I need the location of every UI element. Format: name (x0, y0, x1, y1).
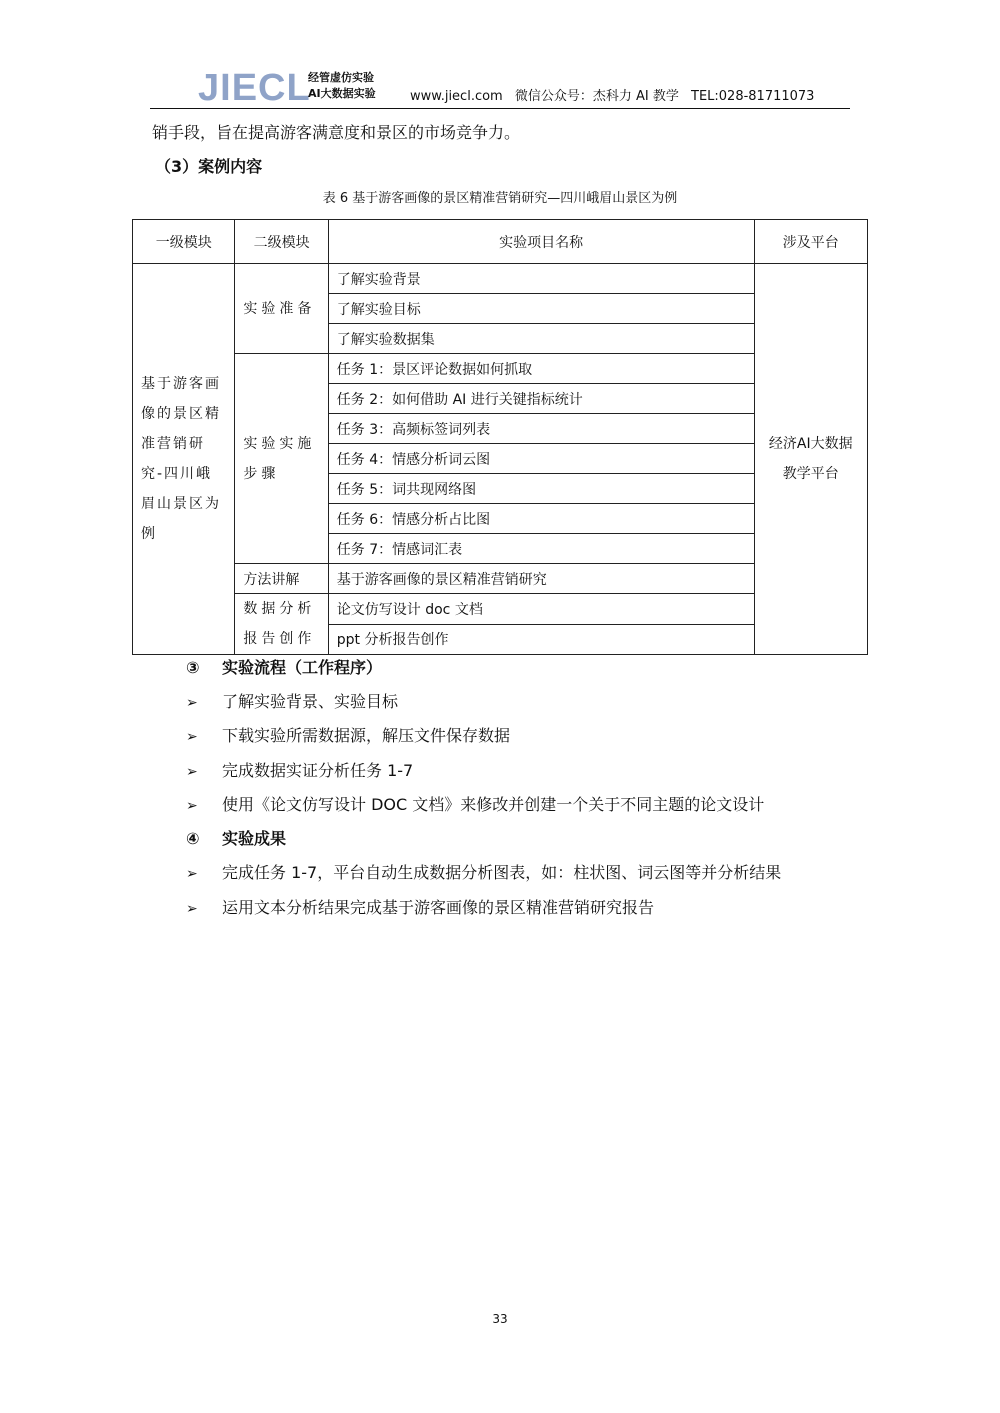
page-number: 33 (492, 1312, 508, 1326)
table-row (133, 264, 868, 294)
arrow-bullet-icon: ➢ (186, 866, 198, 882)
logo-subtitle-line1: 经管虚仿实验 (308, 71, 374, 84)
item-cell: 任务 3：高频标签词列表 (328, 414, 754, 444)
table-header-row (133, 220, 868, 264)
list-item (186, 724, 510, 749)
list-item-text: 运用文本分析结果完成基于游客画像的景区精准营销研究报告 (222, 898, 655, 917)
list-item-text: 完成任务 1-7，平台自动生成数据分析图表，如：柱状图、词云图等并分析结果 (222, 863, 782, 882)
list-item-text: 了解实验背景、实验目标 (222, 692, 399, 711)
module2-text: 实验实施步骤 (243, 435, 316, 482)
item-cell: 任务 1：景区评论数据如何抓取 (328, 354, 754, 384)
flow-heading (186, 656, 382, 680)
header-cell: 一级模块 (133, 220, 235, 264)
arrow-bullet-icon: ➢ (186, 798, 198, 814)
list-item-text: 完成数据实证分析任务 1-7 (222, 761, 414, 780)
item-cell: ppt 分析报告创作 (328, 624, 754, 655)
module2-cell (235, 264, 328, 354)
item-cell: 基于游客画像的景区精准营销研究 (328, 564, 754, 594)
arrow-bullet-icon: ➢ (186, 729, 198, 745)
module2-cell: 方法讲解 (235, 564, 328, 594)
module2-text: 实验准备 (243, 300, 316, 317)
module2-cell (235, 354, 328, 564)
module2-text: 数据分析报告创作 (243, 601, 316, 647)
list-item-text: 使用《论文仿写设计 DOC 文档》来修改并创建一个关于不同主题的论文设计 (222, 795, 765, 814)
case-table (132, 219, 868, 655)
results-title: 实验成果 (222, 829, 287, 848)
logo-subtitle-line2: AI大数据实验 (308, 87, 376, 100)
item-cell: 任务 7：情感词汇表 (328, 534, 754, 564)
list-item (186, 896, 654, 921)
page-header (152, 68, 848, 108)
item-cell: 任务 4：情感分析词云图 (328, 444, 754, 474)
header-cell: 二级模块 (235, 220, 328, 264)
website: www.jiecl.com (410, 89, 503, 104)
list-item (186, 690, 398, 715)
results-number: ④ (186, 829, 200, 848)
table-caption: 表 6 基于游客画像的景区精准营销研究—四川峨眉山景区为例 (322, 191, 678, 206)
header-cell: 实验项目名称 (328, 220, 754, 264)
item-cell: 了解实验数据集 (328, 324, 754, 354)
list-item (186, 793, 764, 818)
module2-cell (235, 594, 328, 655)
module1-cell (133, 264, 235, 655)
item-cell: 任务 2：如何借助 AI 进行关键指标统计 (328, 384, 754, 414)
item-cell: 了解实验目标 (328, 294, 754, 324)
flow-number: ③ (186, 658, 200, 677)
header-cell: 涉及平台 (754, 220, 867, 264)
intro-paragraph: 销手段，旨在提高游客满意度和景区的市场竞争力。 (152, 123, 521, 142)
item-cell: 任务 6：情感分析占比图 (328, 504, 754, 534)
list-item (186, 861, 781, 886)
platform-text: 经济AI大数据教学平台 (768, 436, 853, 482)
list-item (186, 759, 413, 784)
header-contact (410, 88, 822, 106)
section-title: （3）案例内容 (155, 157, 263, 176)
arrow-bullet-icon: ➢ (186, 764, 198, 780)
list-item-text: 下载实验所需数据源，解压文件保存数据 (222, 726, 511, 745)
item-cell: 任务 5：词共现网络图 (328, 474, 754, 504)
logo-subtitle (308, 70, 376, 102)
module1-text: 基于游客画像的景区精准营销研究-四川峨眉山景区为例 (141, 376, 221, 542)
wechat: 微信公众号：杰科力 AI 教学 (514, 89, 679, 104)
flow-title: 实验流程（工作程序） (222, 658, 383, 677)
arrow-bullet-icon: ➢ (186, 695, 198, 711)
telephone: TEL:028-81711073 (691, 89, 815, 104)
item-cell: 论文仿写设计 doc 文档 (328, 594, 754, 625)
item-cell: 了解实验背景 (328, 264, 754, 294)
logo: JIECL (198, 67, 311, 109)
header-divider (150, 108, 850, 109)
arrow-bullet-icon: ➢ (186, 901, 198, 917)
platform-cell (754, 264, 867, 655)
results-heading (186, 827, 286, 851)
